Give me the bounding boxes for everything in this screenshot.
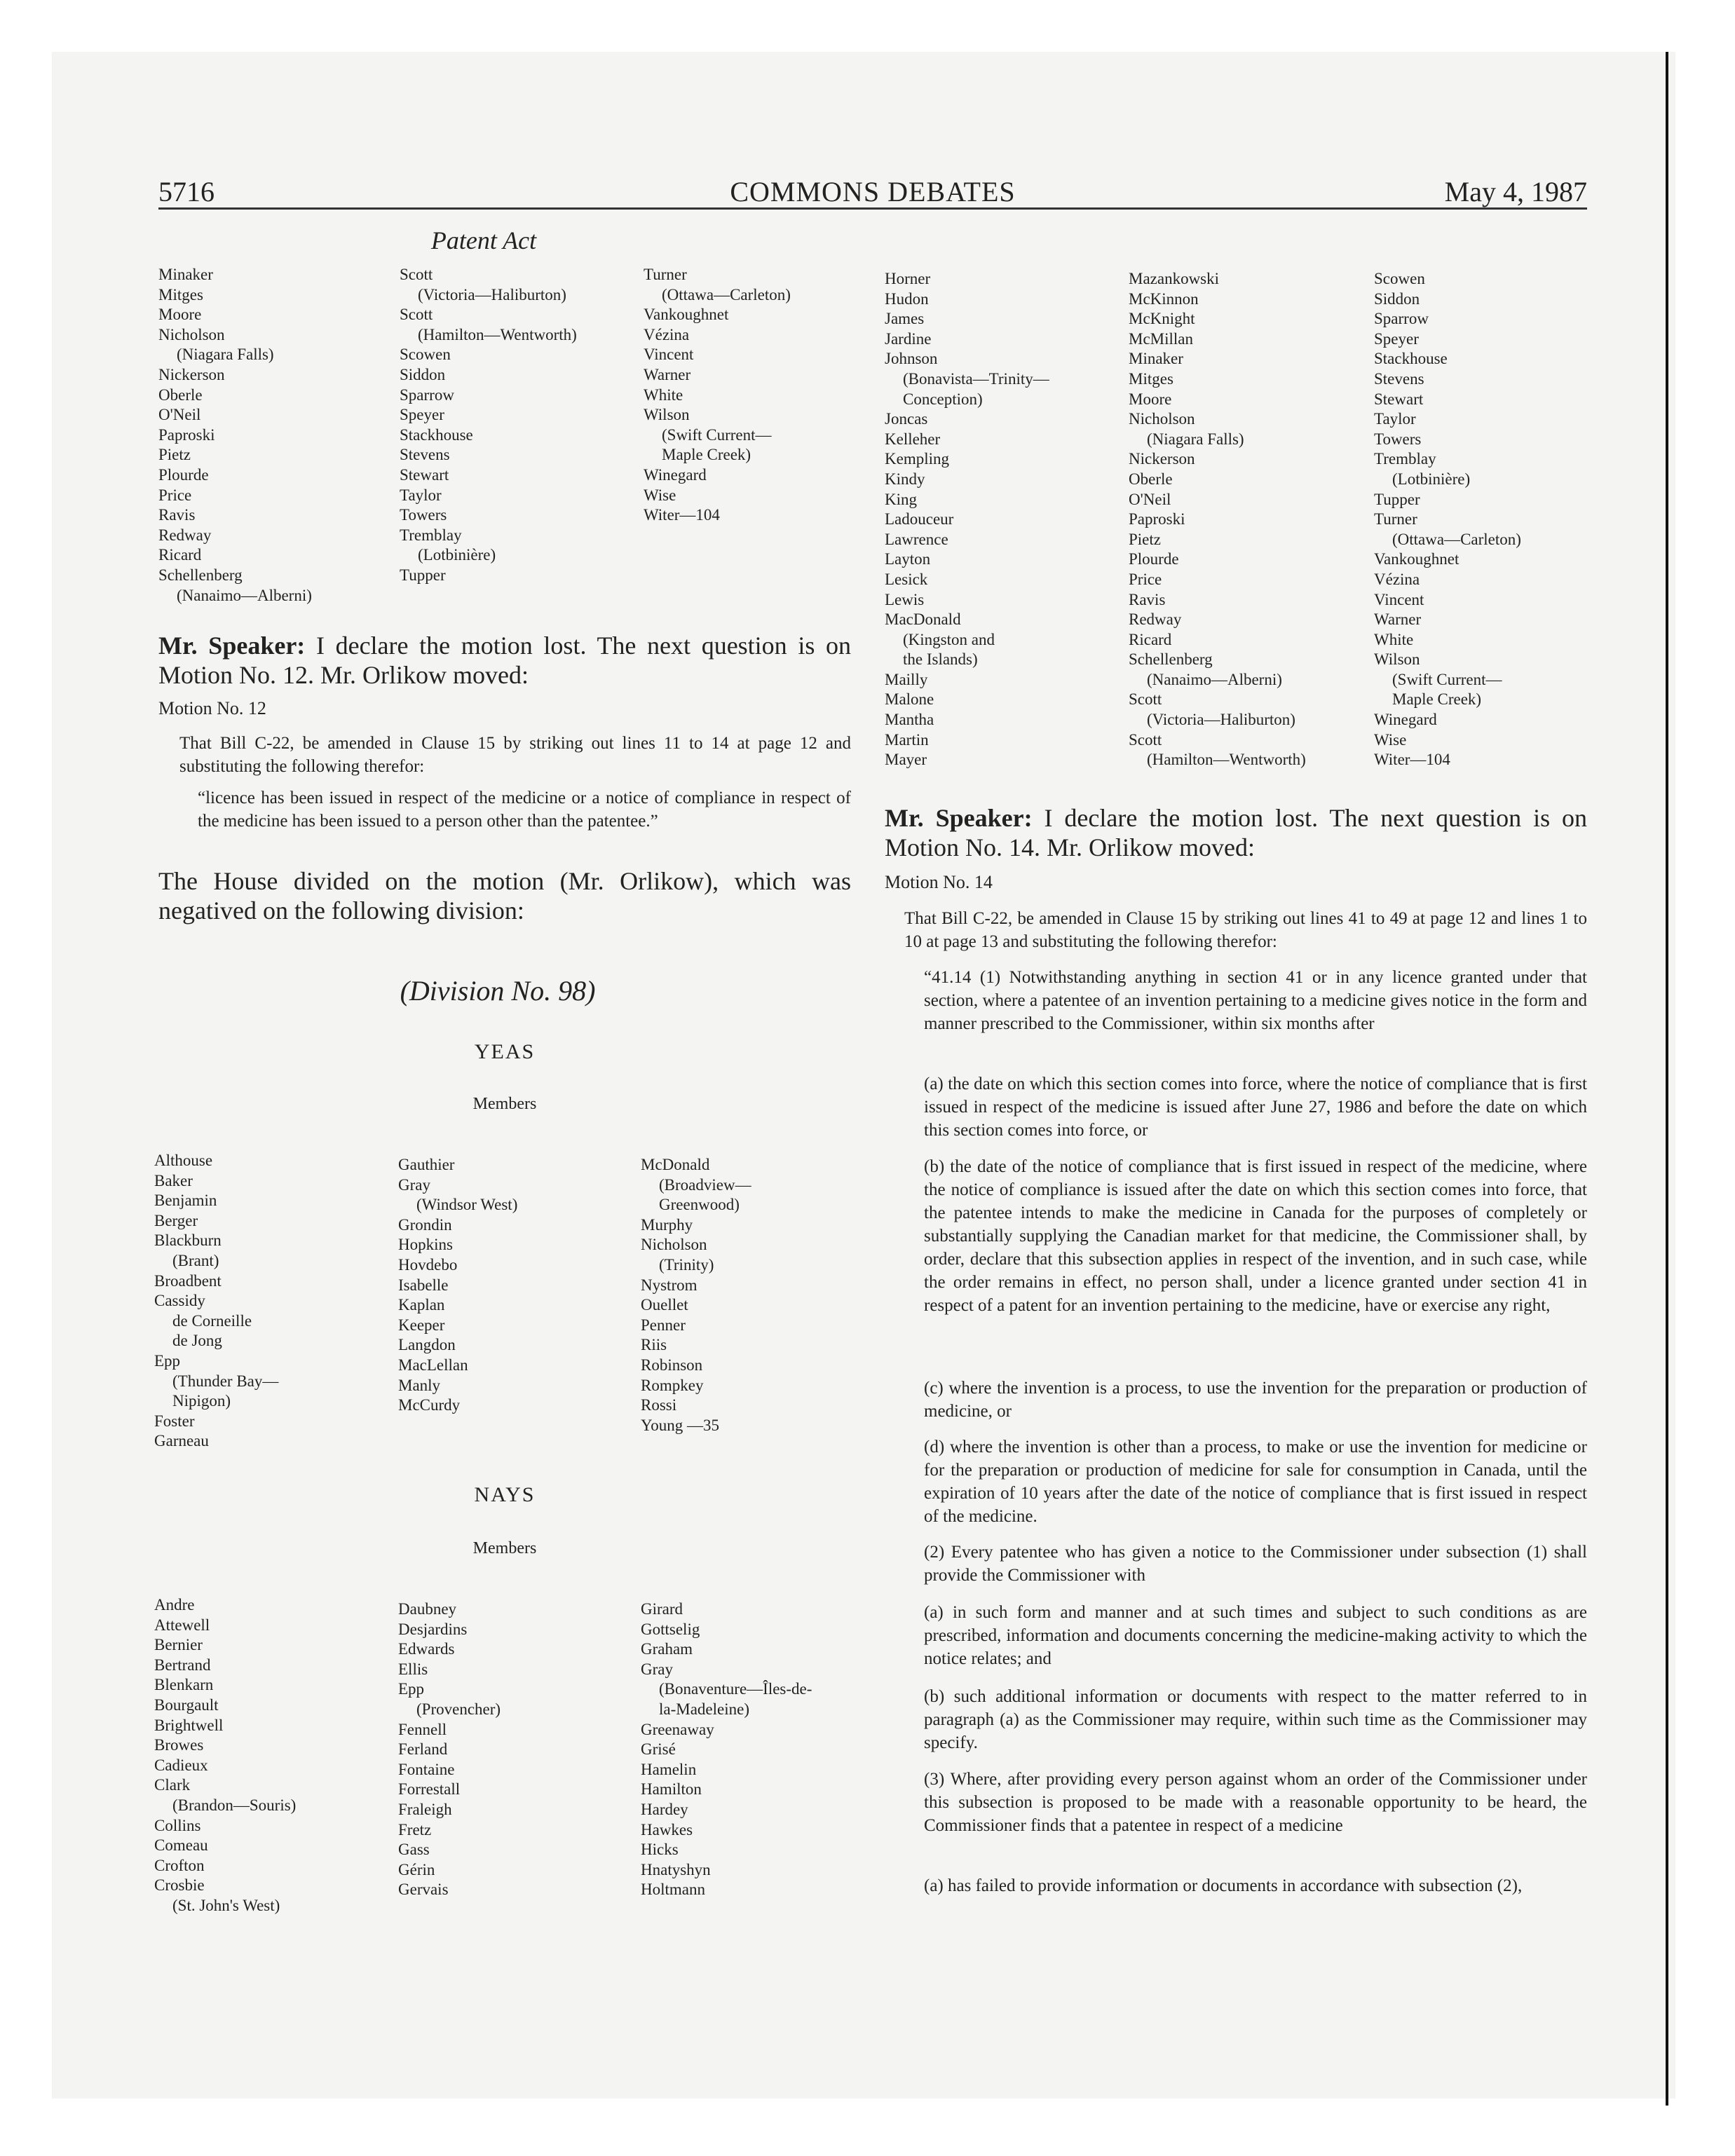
member-name: (Thunder Bay—	[172, 1372, 279, 1390]
member-name: Jardine	[885, 329, 932, 348]
member-name: Johnson	[885, 350, 938, 368]
nays-col1	[154, 1595, 296, 1916]
speaker-text: I declare the motion lost. The next question is on Motion No. 12. Mr. Orlikow moved:	[158, 632, 851, 689]
member-name: Hovdebo	[398, 1255, 458, 1274]
yeas-heading: YEAS	[474, 1040, 536, 1063]
member-name: Langdon	[398, 1336, 456, 1354]
member-name: Daubney	[398, 1600, 457, 1618]
member-name: Attewell	[154, 1616, 210, 1634]
member-name: Nicholson	[1129, 410, 1195, 428]
quote-paragraph-3: (b) the date of the notice of compliance that is first issued in respect of the medicine, where the notice of compliance is issued after the date on which this section comes into force, that the patentee intends to make the medicine in Canada for the purposes of completely or substantially supplying the Canadian market for that medicine, the Commissioner shall, by order, declare that this subsection applies in respect of the invention, and in such case, while the order remains in effect, no person shall, under a licence granted under section 41 in respect of a patent for an invention pertaining to the medicine, have or exercise any right,	[924, 1157, 1587, 1315]
member-name: Gray	[641, 1660, 673, 1678]
member-name: Vézina	[1374, 570, 1420, 588]
member-name: Horner	[885, 270, 931, 287]
member-name: Gérin	[398, 1860, 435, 1878]
member-name: (Lotbinière)	[418, 546, 496, 564]
member-name: Scott	[400, 306, 433, 324]
member-name: Maple Creek)	[1392, 690, 1482, 709]
member-name: Schellenberg	[1129, 650, 1213, 669]
left-nays-cont-col3	[644, 265, 791, 526]
member-name: Bourgault	[154, 1696, 219, 1714]
member-name: Stackhouse	[1374, 350, 1448, 368]
member-name: Schellenberg	[158, 566, 243, 584]
member-name: Mitges	[1129, 369, 1173, 388]
member-name: Kindy	[885, 470, 925, 488]
member-name: Benjamin	[154, 1192, 217, 1210]
member-name: Greenaway	[641, 1720, 714, 1738]
member-name: Collins	[154, 1816, 201, 1834]
left-nays-cont-col1	[158, 265, 312, 606]
member-name: Fontaine	[398, 1760, 455, 1778]
member-name: Kelleher	[885, 430, 941, 448]
member-name: (Niagara Falls)	[1147, 430, 1244, 448]
member-name: Vézina	[644, 325, 690, 343]
member-name: Vincent	[1374, 590, 1424, 608]
quote-paragraph-6: (2) Every patentee who has given a notice to the Commissioner under subsection (1) shall provide the Commissioner with	[924, 1543, 1587, 1585]
member-name: Tupper	[400, 566, 446, 584]
member-name: Maple Creek)	[662, 446, 751, 464]
member-name: Speyer	[400, 406, 444, 424]
motion-quote-12: “licence has been issued in respect of the medicine or a notice of compliance in respect of the medicine has been issued to a person other than the patentee.”	[198, 789, 851, 831]
member-name: Murphy	[641, 1215, 693, 1234]
right-nays-col1	[885, 269, 1049, 770]
member-name: Vankoughnet	[644, 306, 729, 324]
speaker-label-right: Mr. Speaker:	[885, 804, 1033, 832]
member-name: (Hamilton—Wentworth)	[1147, 751, 1306, 769]
member-name: (Brant)	[172, 1251, 219, 1269]
quote-paragraph-1: “41.14 (1) Notwithstanding anything in section 41 or in any licence granted under that section, where a patentee of an invention pertaining to a medicine gives notice in the form and manner prescribed to the Commissioner, within six months after	[924, 968, 1587, 1033]
member-name: Rossi	[641, 1396, 677, 1414]
member-name: de Corneille	[172, 1311, 252, 1330]
member-name: (Victoria—Haliburton)	[1147, 711, 1295, 729]
member-name: Taylor	[1374, 410, 1416, 428]
member-name: Grisé	[641, 1740, 676, 1759]
quote-paragraph-9: (3) Where, after providing every person against whom an order of the Commissioner under this subsection is proposed to be made with a reasonable opportunity to be heard, the Commissioner finds that a patentee in respect of a medicine	[924, 1770, 1587, 1835]
member-name: (Niagara Falls)	[177, 346, 274, 364]
member-name: (Victoria—Haliburton)	[418, 285, 566, 303]
member-name: Speyer	[1374, 329, 1419, 348]
member-name: Keeper	[398, 1316, 445, 1334]
member-name: McKinnon	[1129, 289, 1199, 308]
quote-paragraph-10: (a) has failed to provide information or documents in accordance with subsection (2),	[924, 1876, 1523, 1895]
motion-text-14: That Bill C-22, be amended in Clause 15 by striking out lines 41 to 49 at page 12 and lines 1 to 10 at page 13 and substituting the following therefor:	[904, 909, 1587, 951]
member-name: Mitges	[158, 285, 203, 303]
member-name: (Hamilton—Wentworth)	[418, 325, 577, 343]
member-name: Broadbent	[154, 1271, 222, 1290]
member-name: Taylor	[400, 486, 442, 504]
member-name: Moore	[1129, 390, 1172, 408]
member-name: Holtmann	[641, 1881, 705, 1899]
yeas-col2	[398, 1155, 517, 1416]
member-name: Cadieux	[154, 1756, 208, 1774]
member-name: Witer—104	[1374, 751, 1450, 769]
division-statement: The House divided on the motion (Mr. Orlikow), which was negatived on the following division:	[158, 867, 851, 925]
member-name: Lewis	[885, 590, 925, 608]
quote-paragraph-2: (a) the date on which this section comes into force, where the notice of compliance that is first issued in respect of the medicine is issued after June 27, 1986 and before the date on which this section comes into force, or	[924, 1074, 1587, 1140]
member-name: Turner	[1374, 510, 1417, 528]
member-name: (Ottawa—Carleton)	[1392, 530, 1521, 548]
member-name: (St. John's West)	[172, 1896, 280, 1914]
member-name: Comeau	[154, 1836, 208, 1855]
member-name: (Brandon—Souris)	[172, 1796, 297, 1814]
member-name: James	[885, 310, 925, 328]
member-name: Kempling	[885, 450, 949, 468]
left-nays-cont-col2	[400, 265, 577, 586]
member-name: Bertrand	[154, 1656, 211, 1674]
member-name: Tremblay	[400, 526, 462, 544]
member-name: Mailly	[885, 670, 928, 688]
member-name: Tremblay	[1374, 450, 1436, 468]
member-name: Browes	[154, 1736, 204, 1754]
member-name: the Islands)	[903, 650, 978, 669]
member-name: Isabelle	[398, 1276, 449, 1294]
member-name: Baker	[154, 1171, 193, 1189]
member-name: Siddon	[1374, 289, 1420, 308]
member-name: Winegard	[1374, 711, 1437, 729]
member-name: Stevens	[1374, 369, 1424, 388]
member-name: Gervais	[398, 1881, 449, 1899]
member-name: Epp	[154, 1351, 181, 1370]
member-name: Sparrow	[1374, 310, 1429, 328]
member-name: Blackburn	[154, 1231, 222, 1250]
member-name: Robinson	[641, 1356, 703, 1374]
member-name: Layton	[885, 550, 931, 568]
member-name: de Jong	[172, 1332, 222, 1350]
nays-col2	[398, 1599, 501, 1900]
member-name: Girard	[641, 1600, 683, 1618]
member-name: Plourde	[158, 465, 209, 484]
member-name: Scowen	[1374, 270, 1425, 287]
member-name: Vincent	[644, 346, 694, 364]
quote-paragraph-4: (c) where the invention is a process, to use the invention for the preparation or production of medicine, or	[924, 1379, 1587, 1421]
member-name: Garneau	[154, 1432, 209, 1450]
member-name: Penner	[641, 1316, 686, 1334]
member-name: Ellis	[398, 1660, 428, 1678]
member-name: Redway	[1129, 610, 1182, 629]
member-name: Hawkes	[641, 1820, 693, 1838]
member-name: O'Neil	[1129, 490, 1171, 508]
member-name: Hudon	[885, 289, 929, 308]
member-name: Gauthier	[398, 1156, 455, 1173]
publication-title: COMMONS DEBATES	[730, 176, 1016, 207]
yeas-members-label: Members	[472, 1095, 537, 1113]
member-name: White	[1374, 630, 1414, 648]
member-name: Hnatyshyn	[641, 1860, 711, 1878]
member-name: Scott	[1129, 730, 1162, 749]
member-name: McKnight	[1129, 310, 1195, 328]
page-edge-rule	[1666, 52, 1668, 2106]
member-name: Foster	[154, 1412, 195, 1430]
member-name: Nickerson	[158, 365, 225, 383]
member-name: Witer—104	[644, 506, 720, 524]
member-name: Stewart	[400, 465, 449, 484]
page-number: 5716	[158, 176, 215, 207]
division-title: (Division No. 98)	[400, 975, 596, 1007]
right-nays-col3	[1374, 269, 1521, 770]
member-name: Hicks	[641, 1841, 679, 1859]
member-name: Nicholson	[641, 1236, 707, 1254]
page-header	[158, 175, 1587, 210]
member-name: Grondin	[398, 1215, 452, 1234]
member-name: (Nanaimo—Alberni)	[177, 586, 312, 604]
member-name: Ferland	[398, 1740, 448, 1759]
member-name: Towers	[400, 506, 447, 524]
member-name: la-Madeleine)	[659, 1700, 749, 1718]
member-name: Oberle	[158, 386, 203, 404]
member-name: Wilson	[1374, 650, 1420, 669]
member-name: Cassidy	[154, 1292, 205, 1310]
member-name: Warner	[1374, 610, 1422, 629]
member-name: O'Neil	[158, 406, 201, 424]
member-name: Edwards	[398, 1640, 455, 1658]
member-name: MacDonald	[885, 610, 961, 629]
member-name: Greenwood)	[659, 1196, 740, 1214]
member-name: (Trinity)	[659, 1255, 714, 1274]
member-name: Price	[158, 486, 192, 504]
member-name: Warner	[644, 365, 691, 383]
member-name: Ravis	[158, 506, 196, 524]
motion-label-12: Motion No. 12	[158, 698, 266, 718]
member-name: Oberle	[1129, 470, 1173, 488]
member-name: Berger	[154, 1211, 198, 1229]
member-name: Redway	[158, 526, 212, 544]
member-name: (Bonaventure—Îles-de-	[659, 1680, 812, 1698]
nays-heading: NAYS	[474, 1483, 536, 1506]
member-name: Turner	[644, 266, 687, 283]
member-name: MacLellan	[398, 1356, 468, 1374]
member-name: (Bonavista—Trinity—	[903, 369, 1049, 388]
member-name: Manly	[398, 1376, 441, 1394]
member-name: King	[885, 490, 917, 508]
member-name: (Broadview—	[659, 1175, 751, 1194]
member-name: Ricard	[158, 546, 202, 564]
member-name: Siddon	[400, 365, 446, 383]
member-name: Graham	[641, 1640, 693, 1658]
member-name: Pietz	[158, 446, 191, 464]
member-name: Stevens	[400, 446, 450, 464]
member-name: Tupper	[1374, 490, 1420, 508]
speaker-statement-motion-14	[885, 803, 1587, 862]
member-name: Gray	[398, 1175, 430, 1194]
member-name: (Nanaimo—Alberni)	[1147, 670, 1282, 688]
member-name: White	[644, 386, 683, 404]
member-name: Blenkarn	[154, 1676, 214, 1694]
member-name: McDonald	[641, 1156, 710, 1173]
member-name: Wise	[644, 486, 676, 504]
member-name: Clark	[154, 1776, 191, 1794]
quote-paragraph-7: (a) in such form and manner and at such times and subject to such conditions as are prescribed, information and documents concerning the medicine-making activity to which the notice relates; and	[924, 1603, 1587, 1668]
member-name: Mayer	[885, 751, 927, 769]
member-name: Lawrence	[885, 530, 948, 548]
member-name: McCurdy	[398, 1396, 461, 1414]
member-name: Gass	[398, 1841, 430, 1859]
nays-members-label: Members	[472, 1539, 537, 1557]
nays-col3	[641, 1599, 812, 1900]
member-name: Stackhouse	[400, 425, 473, 444]
member-name: Gottselig	[641, 1620, 700, 1638]
motion-label-14: Motion No. 14	[885, 872, 993, 892]
speaker-label: Mr. Speaker:	[158, 632, 306, 660]
member-name: Riis	[641, 1336, 667, 1354]
member-name: Sparrow	[400, 386, 454, 404]
member-name: Scott	[400, 266, 433, 283]
member-name: Andre	[154, 1596, 195, 1613]
member-name: (Swift Current—	[662, 425, 772, 444]
member-name: Towers	[1374, 430, 1422, 448]
member-name: Mantha	[885, 711, 934, 729]
member-name: (Ottawa—Carleton)	[662, 285, 791, 303]
member-name: McMillan	[1129, 329, 1193, 348]
member-name: Pietz	[1129, 530, 1161, 548]
member-name: Conception)	[903, 390, 983, 408]
quote-paragraph-5: (d) where the invention is other than a process, to make or use the invention for medicine or for the preparation or production of medicine for sale for consumption in Canada, until the expiration of 10 years after the date of the notice of compliance that is first issued in respect of the medicine.	[924, 1438, 1587, 1526]
member-name: Bernier	[154, 1636, 203, 1654]
member-name: Stewart	[1374, 390, 1424, 408]
speaker-statement-motion-12	[158, 631, 851, 690]
member-name: Scott	[1129, 690, 1162, 709]
member-name: Ravis	[1129, 590, 1166, 608]
member-name: (Swift Current—	[1392, 670, 1502, 688]
member-name: Nipigon)	[172, 1392, 231, 1410]
member-name: Paproski	[1129, 510, 1185, 528]
member-name: (Provencher)	[416, 1700, 501, 1718]
member-name: Malone	[885, 690, 934, 709]
quote-paragraph-8: (b) such additional information or documents with respect to the matter referred to in paragraph (a) as the Commissioner may require, within such time as the Commissioner may specify.	[924, 1687, 1587, 1752]
member-name: Moore	[158, 306, 202, 324]
member-name: Fraleigh	[398, 1800, 452, 1818]
member-name: Hamilton	[641, 1780, 702, 1799]
member-name: (Kingston and	[903, 630, 995, 648]
member-name: Joncas	[885, 410, 928, 428]
member-name: Fennell	[398, 1720, 447, 1738]
member-name: Brightwell	[154, 1716, 224, 1734]
member-name: Hamelin	[641, 1760, 697, 1778]
member-name: Althouse	[154, 1152, 213, 1169]
member-name: Ouellet	[641, 1296, 688, 1314]
motion-text-12: That Bill C-22, be amended in Clause 15 by striking out lines 11 to 14 at page 12 and substituting the following therefor:	[179, 734, 851, 776]
member-name: Epp	[398, 1680, 425, 1698]
section-title: Patent Act	[430, 226, 537, 254]
header-rule	[158, 207, 1587, 210]
speaker-text-right: I declare the motion lost. The next question is on Motion No. 14. Mr. Orlikow moved:	[885, 804, 1588, 861]
member-name: Nicholson	[158, 325, 225, 343]
member-name: Forrestall	[398, 1780, 461, 1799]
member-name: Ricard	[1129, 630, 1172, 648]
member-name: Plourde	[1129, 550, 1179, 568]
member-name: Young —35	[641, 1416, 720, 1434]
member-name: Wilson	[644, 406, 690, 424]
member-name: Winegard	[644, 465, 707, 484]
member-name: Ladouceur	[885, 510, 954, 528]
right-nays-col2	[1129, 269, 1306, 770]
member-name: Hardey	[641, 1800, 688, 1818]
member-name: Minaker	[1129, 350, 1183, 368]
member-name: (Lotbinière)	[1392, 470, 1471, 488]
member-name: Nickerson	[1129, 450, 1195, 468]
member-name: Rompkey	[641, 1376, 704, 1394]
yeas-col1	[154, 1151, 278, 1452]
member-name: Scowen	[400, 346, 451, 364]
member-name: Vankoughnet	[1374, 550, 1460, 568]
member-name: Lesick	[885, 570, 928, 588]
member-name: Minaker	[158, 266, 213, 283]
member-name: Nystrom	[641, 1276, 698, 1294]
yeas-col3	[641, 1155, 751, 1435]
member-name: Crosbie	[154, 1876, 205, 1895]
member-name: Crofton	[154, 1856, 205, 1874]
member-name: Wise	[1374, 730, 1407, 749]
member-name: Mazankowski	[1129, 270, 1220, 287]
member-name: Martin	[885, 730, 929, 749]
member-name: Fretz	[398, 1820, 432, 1838]
member-name: Kaplan	[398, 1296, 445, 1314]
member-name: Desjardins	[398, 1620, 468, 1638]
member-name: Hopkins	[398, 1236, 453, 1254]
member-name: (Windsor West)	[416, 1196, 518, 1214]
page-date: May 4, 1987	[1444, 176, 1587, 207]
member-name: Paproski	[158, 425, 215, 444]
member-name: Price	[1129, 570, 1162, 588]
